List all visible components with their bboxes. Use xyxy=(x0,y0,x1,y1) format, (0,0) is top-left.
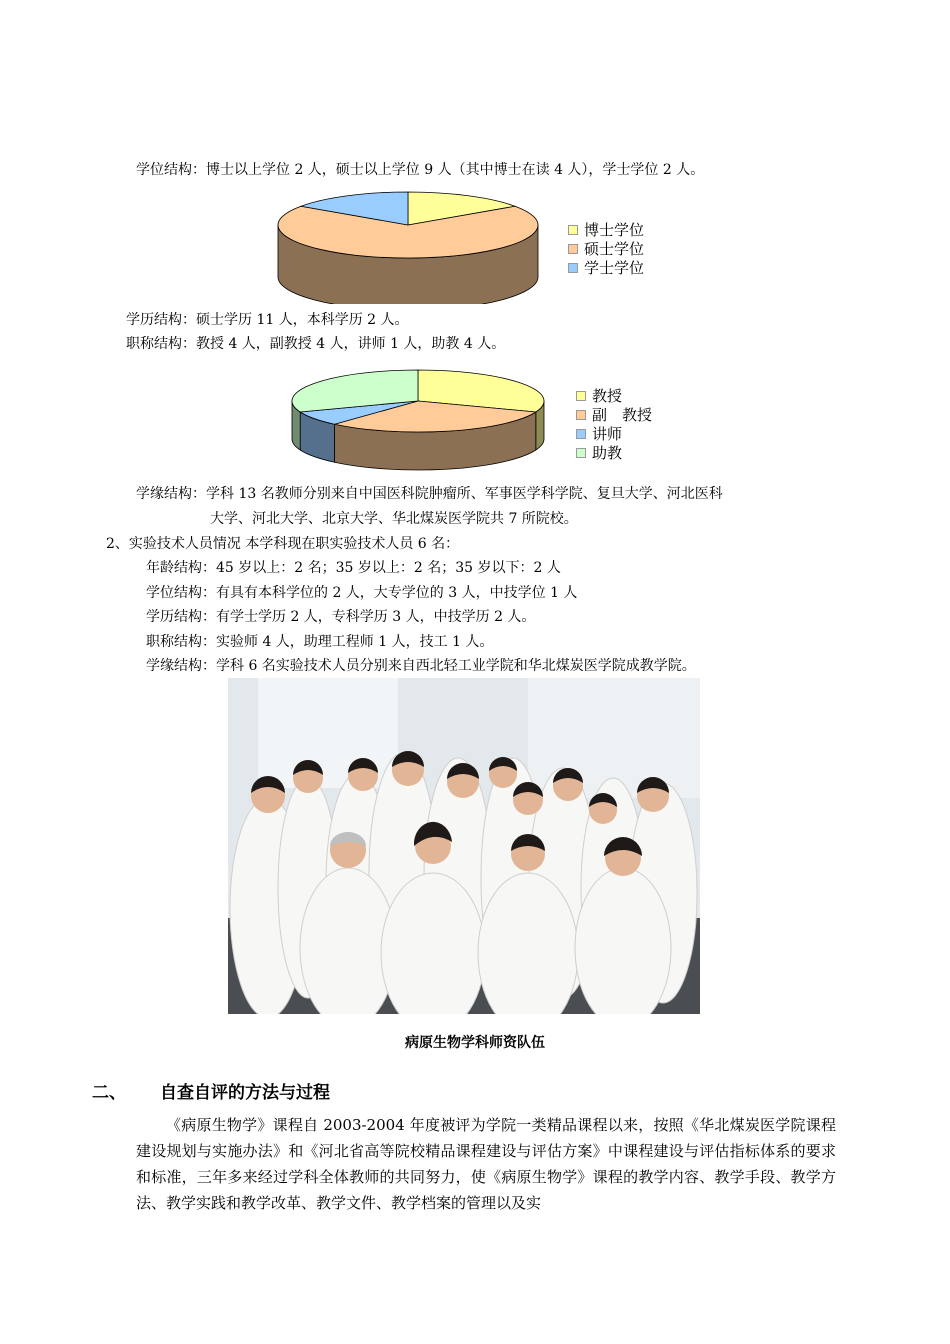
pie2-legend-swatch-3 xyxy=(576,448,586,458)
pie1-legend-item-0 xyxy=(568,220,644,239)
pie2-legend-item-0 xyxy=(576,386,652,405)
pie2-legend-label-2: 讲师 xyxy=(592,425,623,443)
pie2-legend-label-1: 副 教授 xyxy=(592,406,653,424)
pie1-legend-label-2: 学士学位 xyxy=(584,259,645,277)
pie2-legend-swatch-1 xyxy=(576,410,586,420)
title-structure-line: 职称结构：教授 4 人，副教授 4 人，讲师 1 人，助教 4 人。 xyxy=(126,336,506,352)
pie1-legend-label-1: 硕士学位 xyxy=(584,240,645,258)
pie2-legend-item-2 xyxy=(576,424,652,443)
title-pie-legend xyxy=(576,386,652,462)
lab-title-line: 职称结构：实验师 4 人，助理工程师 1 人，技工 1 人。 xyxy=(146,634,494,650)
degree-structure-line: 学位结构：博士以上学位 2 人，硕士以上学位 9 人（其中博士在读 4 人），学士学位 2 人。 xyxy=(136,162,705,178)
pie2-legend-item-3 xyxy=(576,443,652,462)
pie1-legend-swatch-1 xyxy=(568,244,578,254)
pie1-legend-label-0: 博士学位 xyxy=(584,221,645,239)
pie1-legend-swatch-2 xyxy=(568,263,578,273)
origin-structure-line-2: 大学、河北大学、北京大学、华北煤炭医学院共 7 所院校。 xyxy=(210,511,578,527)
pie2-legend-swatch-0 xyxy=(576,391,586,401)
section-title: 自查自评的方法与过程 xyxy=(160,1083,330,1103)
lab-age-line: 年龄结构：45 岁以上：2 名；35 岁以上：2 名；35 岁以下：2 人 xyxy=(146,560,561,576)
origin-structure-line: 学缘结构：学科 13 名教师分别来自中国医科院肿瘤所、军事医学科学院、复旦大学、河北医科 xyxy=(136,486,723,502)
pie2-legend-label-0: 教授 xyxy=(592,387,623,405)
lab-staff-heading: 2、实验技术人员情况 本学科现在职实验技术人员 6 名： xyxy=(106,536,460,552)
body-paragraph: 《病原生物学》课程自 2003-2004 年度被评为学院一类精品课程以来，按照《华北煤炭医学院课程建设规划与实施办法》和《河北省高等院校精品课程建设与评估方案》中课程建设与评估指标体系的要求和标准，三年多来经过学科全体教师的共同努力，使《病原生物学》课程的教学内容、教学手段、教学方法、教学实践和教学改革、教学文件、教学档案的管理以及实 xyxy=(136,1116,836,1212)
lab-education-line: 学历结构：有学士学历 2 人，专科学历 3 人，中技学历 2 人。 xyxy=(146,609,536,625)
pie2-legend-swatch-2 xyxy=(576,429,586,439)
group-photo-illustration xyxy=(228,678,700,1014)
education-structure-line: 学历结构：硕士学历 11 人，本科学历 2 人。 xyxy=(126,312,409,328)
degree-pie-legend xyxy=(568,220,644,277)
photo-caption: 病原生物学科师资队伍 xyxy=(405,1035,545,1051)
faculty-group-photo xyxy=(228,678,700,1014)
lab-degree-line: 学位结构：有具有本科学位的 2 人，大专学位的 3 人，中技学位 1 人 xyxy=(146,585,578,601)
lab-origin-line: 学缘结构：学科 6 名实验技术人员分别来自西北轻工业学院和华北煤炭医学院成教学院。 xyxy=(146,658,696,674)
pie2-legend-item-1 xyxy=(576,405,652,424)
pie2-legend-label-3: 助教 xyxy=(592,444,623,462)
pie1-legend-item-1 xyxy=(568,239,644,258)
section-number: 二、 xyxy=(92,1083,126,1103)
pie1-legend-item-2 xyxy=(568,258,644,277)
pie1-legend-swatch-0 xyxy=(568,225,578,235)
title-pie-chart xyxy=(284,362,554,474)
degree-pie-chart xyxy=(270,186,550,304)
